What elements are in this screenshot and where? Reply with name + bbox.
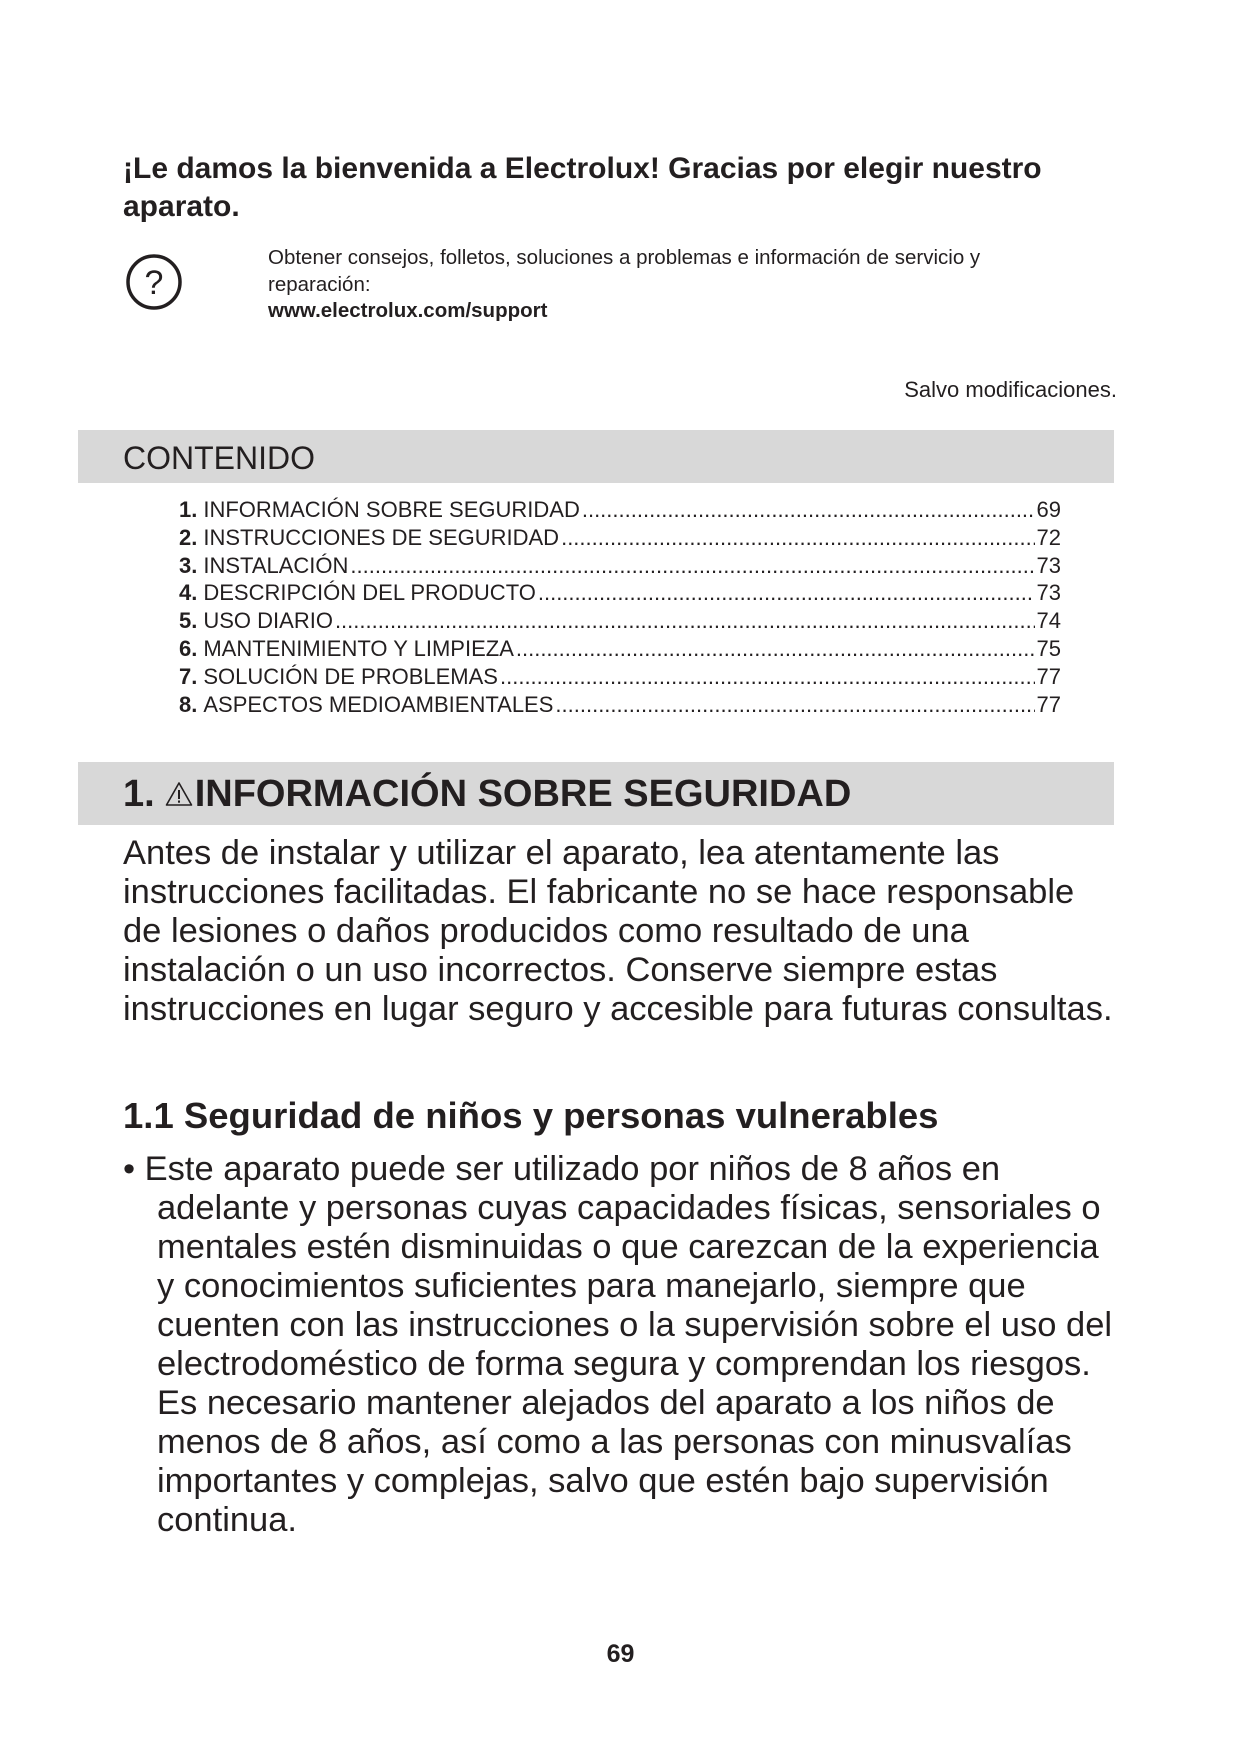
table-of-contents (179, 496, 1061, 718)
toc-item[interactable]: 3. INSTALACIÓN ..... 73 (179, 552, 1061, 580)
section-title (123, 770, 851, 818)
toc-item[interactable]: 7. SOLUCIÓN DE PROBLEMAS ..... 77 (179, 663, 1061, 691)
list-item: • Este aparato puede ser utilizado por niños de 8 años en adelante y personas cuyas capacidades físicas, sensoriales o mentales estén disminuidas o que carezcan de la experiencia y conocimientos suficientes para manejarlo, siempre que cuenten con las instrucciones o la supervisión sobre el uso del electrodoméstico de forma segura y comprendan los riesgos. Es necesario mantener alejados del aparato a los niños de menos de 8 años, así como a las personas con minusvalías importantes y complejas, salvo que estén bajo supervisión continua. (123, 1150, 1113, 1539)
toc-item[interactable]: 8. ASPECTOS MEDIOAMBIENTALES ..... 77 (179, 691, 1061, 719)
section-number: 1. (123, 773, 155, 815)
svg-text:?: ? (144, 264, 164, 302)
section-intro: Antes de instalar y utilizar el aparato, lea atentamente las instrucciones facilitadas. El fabricante no se hace responsable de lesiones o daños producidos como resultado de una instalación o un uso incorrectos. Conserve siempre estas instrucciones en lugar seguro y accesible para futuras consultas. (123, 834, 1113, 1028)
support-info (268, 245, 1088, 325)
modifications-notice: Salvo modificaciones. (904, 377, 1117, 402)
toc-item[interactable]: 6. MANTENIMIENTO Y LIMPIEZA ..... 75 (179, 635, 1061, 663)
welcome-heading: ¡Le damos la bienvenida a Electrolux! Gracias por elegir nuestro aparato. (123, 152, 1042, 223)
toc-item[interactable]: 4. DESCRIPCIÓN DEL PRODUCTO ..... 73 (179, 579, 1061, 607)
question-circle-icon (125, 253, 183, 311)
support-url[interactable]: www.electrolux.com/support (268, 299, 548, 322)
page-number: 69 (606, 1640, 635, 1668)
toc-item[interactable]: 2. INSTRUCCIONES DE SEGURIDAD ..... 72 (179, 524, 1061, 552)
subsection-title: 1.1 Seguridad de niños y personas vulnerables (123, 1095, 939, 1136)
contents-title: CONTENIDO (123, 440, 315, 476)
section-title-text: INFORMACIÓN SOBRE SEGURIDAD (194, 773, 852, 815)
toc-item[interactable]: 1. INFORMACIÓN SOBRE SEGURIDAD ..... 69 (179, 496, 1061, 524)
toc-item[interactable]: 5. USO DIARIO ..... 74 (179, 607, 1061, 635)
warning-triangle-icon (165, 781, 193, 807)
support-text: Obtener consejos, folletos, soluciones a problemas e información de servicio y reparación: (268, 246, 981, 296)
